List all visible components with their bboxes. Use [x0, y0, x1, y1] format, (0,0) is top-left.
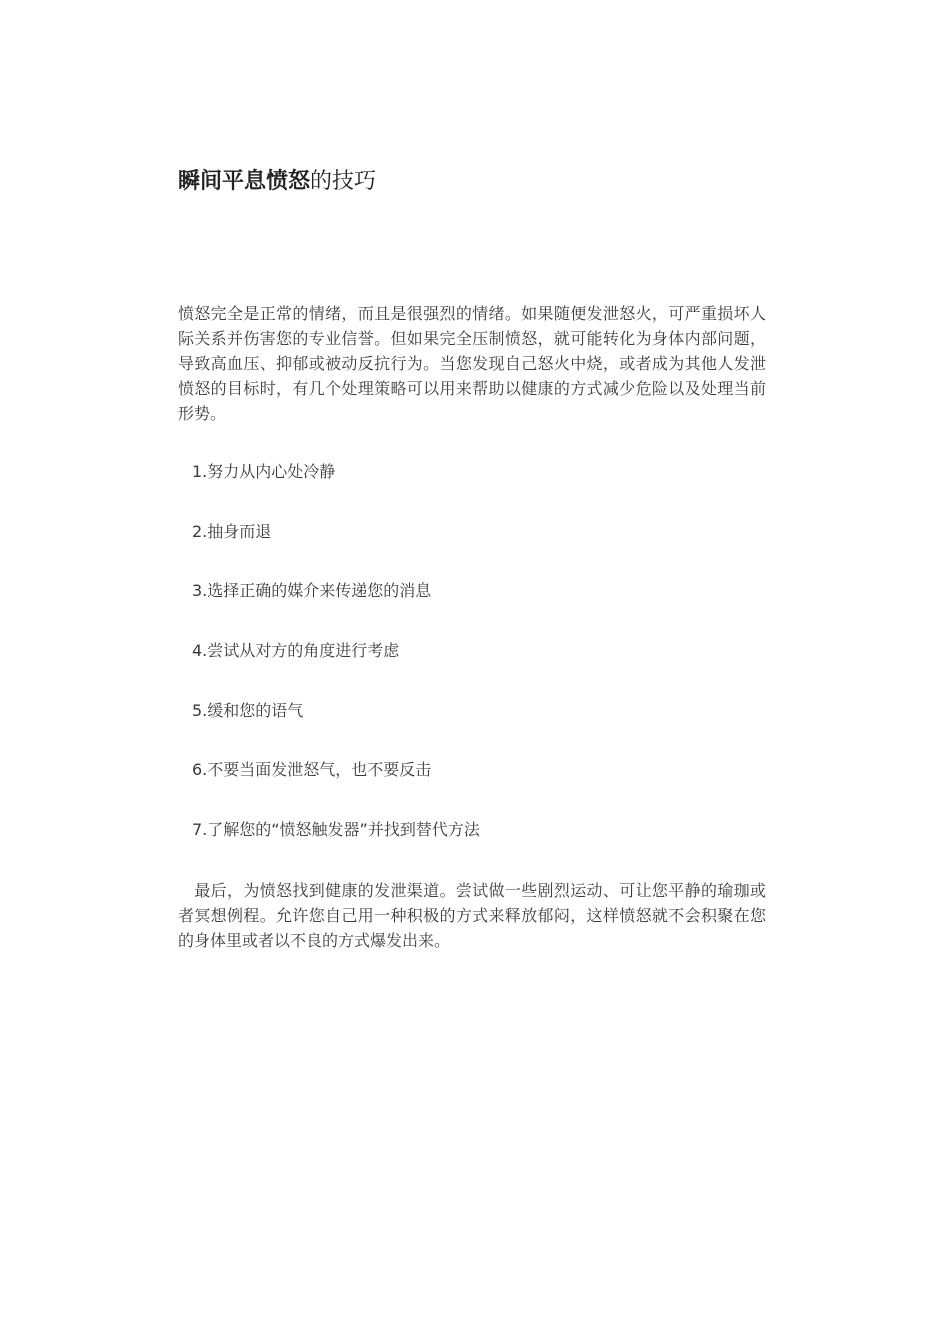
tip-item: 1.努力从内心处冷静	[192, 462, 336, 481]
intro-paragraph: 愤怒完全是正常的情绪，而且是很强烈的情绪。如果随便发泄怒火，可严重损坏人际关系并伤害您的专业信誉。但如果完全压制愤怒，就可能转化为身体内部问题，导致高血压、抑郁或被动反抗行为。当您发现自己怒火中烧，或者成为其他人发泄愤怒的目标时，有几个处理策略可以用来帮助以健康的方式减少危险以及处理当前形势。	[178, 304, 766, 423]
tip-item: 4.尝试从对方的角度进行考虑	[192, 641, 400, 661]
tip-item: 5.缓和您的语气	[192, 700, 304, 720]
tip-item: 2.抽身而退	[192, 521, 272, 541]
tip-item: 6.不要当面发泄怒气，也不要反击	[192, 760, 432, 780]
conclusion-paragraph: 最后，为愤怒找到健康的发泄渠道。尝试做一些剧烈运动、可让您平静的瑜珈或者冥想例程。允许您自己用一种积极的方式来释放郁闷，这样愤怒就不会积聚在您的身体里或者以不良的方式爆发出来。	[178, 881, 766, 950]
tip-item: 3.选择正确的媒介来传递您的消息	[192, 581, 432, 601]
page-title	[178, 166, 376, 198]
title-bold-part: 瞬间平息愤怒	[178, 169, 311, 194]
title-regular-part: 的技巧	[310, 169, 377, 194]
tips-list	[192, 459, 480, 877]
tip-item: 7.了解您的“愤怒触发器”并找到替代方法	[192, 820, 480, 840]
